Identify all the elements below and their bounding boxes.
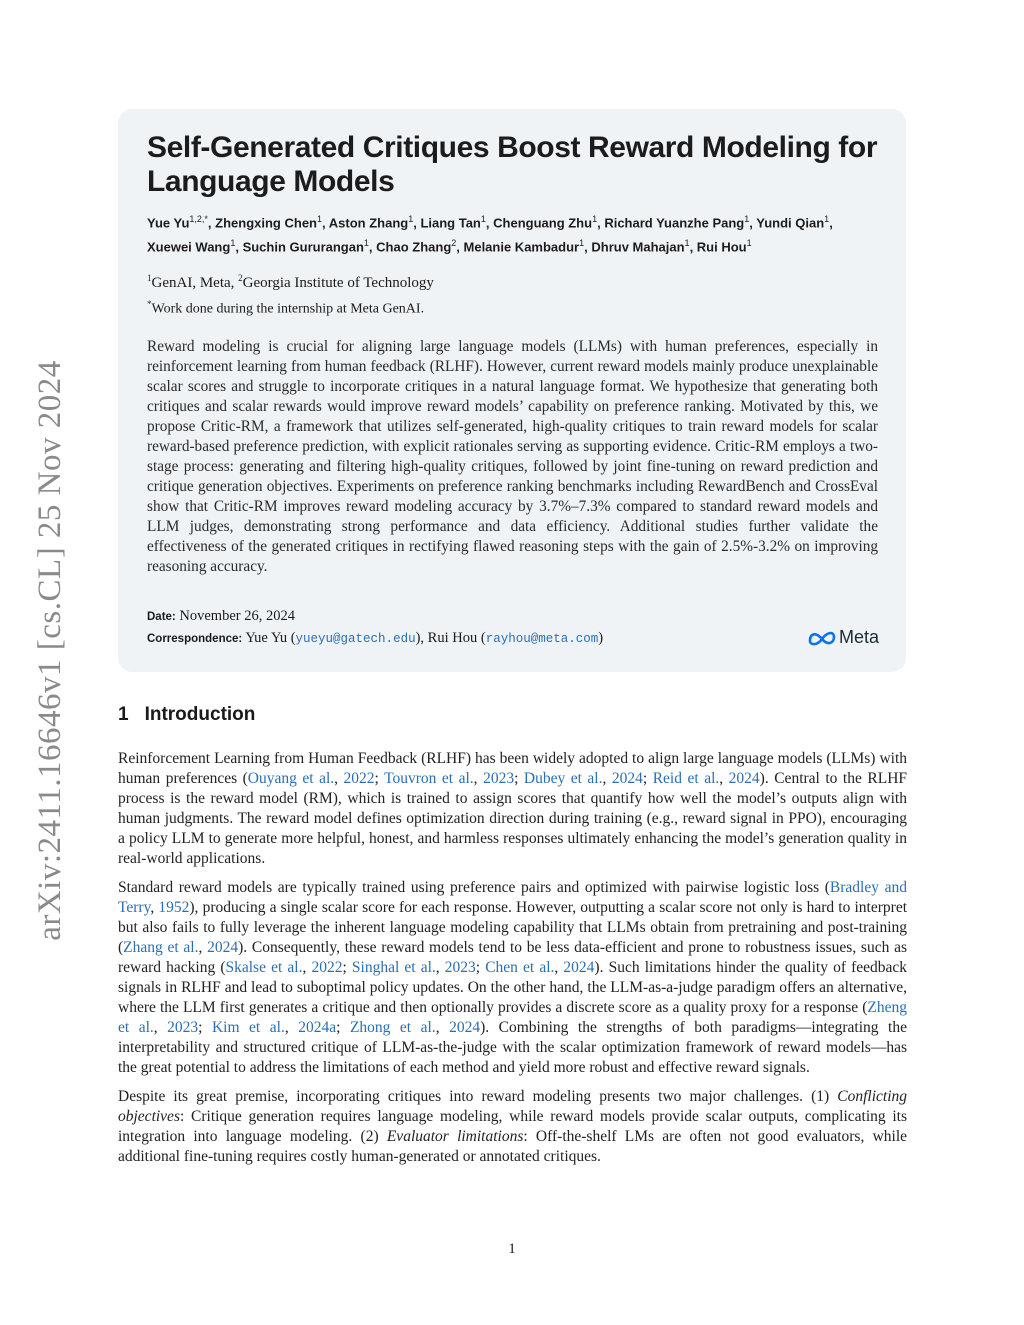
citation-link[interactable]: Singhal et al. xyxy=(351,959,436,976)
email-link-rayhou[interactable]: rayhou@meta.com xyxy=(485,632,599,646)
author-name: Yundi Qian xyxy=(756,215,825,231)
citation-link[interactable]: 2024 xyxy=(207,939,239,956)
section-heading-introduction: 1 Introduction xyxy=(118,704,256,725)
citation-link[interactable]: Ouyang et al. xyxy=(247,770,335,787)
author-name: Yue Yu xyxy=(147,215,190,231)
footnote: *Work done during the internship at Meta GenAI. xyxy=(147,298,425,317)
abstract-box xyxy=(118,109,906,672)
author-name: Chenguang Zhu xyxy=(493,215,593,231)
meta-logo: Meta xyxy=(808,627,879,648)
author-list: Yue $Yu^{1,2,*}$, Zhengxing Chen$^1$, Aston Zhang$^1$, Liang Tan$^1$, Chenguang Zhu$^1$, Richard Yuanzhe Pang$^1$, Yundi Qian$^1$, Xuewei Wang$^1$, Suchin Gururangan$^1$, Chao Zhang$^2$, Melanie Kambadur$^1$, Dhruv Mahajan$^1$, Rui Hou$^1$ xyxy=(147,214,833,255)
author-name: Xuewei Wang xyxy=(147,239,231,255)
citation-link[interactable]: 2023 xyxy=(483,770,515,787)
citation-link[interactable]: Chen et al. xyxy=(485,959,555,976)
correspondence-row: Correspondence: Yue Yu (yueyu@gatech.edu), Rui Hou (rayhou@meta.com) xyxy=(147,630,604,646)
citation-link[interactable]: 2024 xyxy=(611,770,643,787)
email-link-yueyu[interactable]: yueyu@gatech.edu xyxy=(295,632,416,646)
citation-link[interactable]: 1952 xyxy=(158,899,190,916)
affiliations: $^1$GenAI, Meta, $^2$Georgia Institute of Technology *Work done during the internship at Meta GenAI. xyxy=(147,268,878,320)
introduction-body xyxy=(118,749,907,1176)
citation-link[interactable]: 2024 xyxy=(728,770,760,787)
page-number: 1 xyxy=(508,1241,516,1257)
arxiv-identifier-text: arXiv:2411.16646v1 [cs.CL] 25 Nov 2024 xyxy=(31,359,68,941)
citation-link[interactable]: 2023 xyxy=(444,959,476,976)
citation-link[interactable]: Kim et al. xyxy=(211,1019,285,1036)
date-value: November 26, 2024 xyxy=(179,608,295,624)
author-name: Aston Zhang xyxy=(328,215,409,231)
author-name: Dhruv Mahajan xyxy=(591,239,685,255)
citation-link[interactable]: 2024a xyxy=(298,1019,337,1036)
citation-link[interactable]: Bradley and Terry xyxy=(118,879,907,916)
author-name: Liang Tan xyxy=(420,215,481,231)
citation-link[interactable]: 2022 xyxy=(343,770,375,787)
citation-link[interactable]: Zheng et al. xyxy=(118,999,907,1036)
citation-link[interactable]: Touvron et al. xyxy=(384,770,474,787)
citation-link[interactable]: 2024 xyxy=(563,959,595,976)
citation-link[interactable]: Skalse et al. xyxy=(225,959,303,976)
citation-link[interactable]: 2023 xyxy=(167,1019,199,1036)
date-row: Date: November 26, 2024 xyxy=(147,608,295,624)
citation-link[interactable]: Zhang et al. xyxy=(123,939,199,956)
author-name: Suchin Gururangan xyxy=(242,239,364,255)
paper-meta xyxy=(147,606,603,650)
citation-link[interactable]: 2024 xyxy=(449,1019,481,1036)
citation-link[interactable]: 2022 xyxy=(311,959,343,976)
author-name: Zhengxing Chen xyxy=(215,215,317,231)
paragraph: Standard reward models are typically trained using preference pairs and optimized with pairwise logistic loss (Bradley and Terry, 1952), producing a single scalar score for each response. However, outputting a scalar score not only is hard to interpret but also fails to fully leverage the inherent language modeling capability that LLMs obtain from pretraining and post-training (Zhang et al., 2024). Consequently, these reward models tend to be less data-efficient and prone to robustness issues, such as reward hacking (Skalse et al., 2022; Singhal et al., 2023; Chen et al., 2024). Such limitations hinder the quality of feedback signals in RLHF and lead to suboptimal policy updates. On the other hand, the LLM-as-a-judge paradigm offers an alternative, where the LLM first generates a critique and then optionally provides a discrete score as a quality proxy for a response (Zheng et al., 2023; Kim et al., 2024a; Zhong et al., 2024). Combining the strengths of both paradigms—integrating the interpretability and structured critique of LLM-as-the-judge with the scalar optimization framework of reward models—has the great potential to address the limitations of each method and yield more robust and effective reward signals. xyxy=(118,879,908,1076)
author-name: Richard Yuanzhe Pang xyxy=(604,215,745,231)
meta-infinity-icon xyxy=(808,630,836,646)
paragraph: Despite its great premise, incorporating critiques into reward modeling presents two major challenges. (1) Conflicting objectives: Critique generation requires language modeling, while reward models provide scalar outputs, complicating its integration into language modeling. (2) Evaluator limitations: Off-the-shelf LMs are often not good evaluators, while additional fine-tuning requires costly human-generated or annotated critiques. xyxy=(118,1088,908,1165)
author-name: Chao Zhang xyxy=(376,239,452,255)
citation-link[interactable]: Dubey et al. xyxy=(523,770,603,787)
abstract-text: Reward modeling is crucial for aligning large language models (LLMs) with human preferences, especially in reinforcement learning from human feedback (RLHF). However, current reward models mainly produce unexplainable scalar scores and struggle to incorporate critiques in a natural language format. We hypothesize that generating both critiques and scalar rewards would improve reward models’ capability on preference ranking. Motivated by this, we propose Critic-RM, a framework that utilizes self-generated, high-quality critiques to train reward models for scalar reward-based preference prediction, with explicit rationales serving as supporting evidence. Critic-RM employs a two-stage process: generating and filtering high-quality critiques, followed by joint fine-tuning on reward prediction and critique generation objectives. Experiments on preference ranking benchmarks including RewardBench and CrossEval show that Critic-RM improves reward modeling accuracy by 3.7%–7.3% compared to standard reward models and LLM judges, demonstrating strong performance and data efficiency. Additional studies further validate the effectiveness of the generated critiques in rectifying flawed reasoning steps with the gain of 2.5%-3.2% on improving reasoning accuracy. xyxy=(147,338,878,576)
arxiv-identifier xyxy=(20,350,80,950)
citation-link[interactable]: Zhong et al. xyxy=(349,1019,436,1036)
author-name: Rui Hou xyxy=(696,239,747,255)
author-name: Melanie Kambadur xyxy=(463,239,580,255)
paper-title: Self-Generated Critiques Boost Reward Modeling for Language Models xyxy=(147,131,878,198)
citation-link[interactable]: Reid et al. xyxy=(652,770,720,787)
paragraph: Reinforcement Learning from Human Feedback (RLHF) has been widely adopted to align large language models (LLMs) with human preferences (Ouyang et al., 2022; Touvron et al., 2023; Dubey et al., 2024; Reid et al., 2024). Central to the RLHF process is the reward model (RM), which is trained to assign scores that quantify how well the model’s outputs align with human judgments. The reward model defines optimization direction during training (e.g., reward signal in PPO), encouraging a policy LLM to generate more helpful, honest, and harmless responses ultimately enhancing the model’s generation quality in real-world applications. xyxy=(118,750,908,867)
